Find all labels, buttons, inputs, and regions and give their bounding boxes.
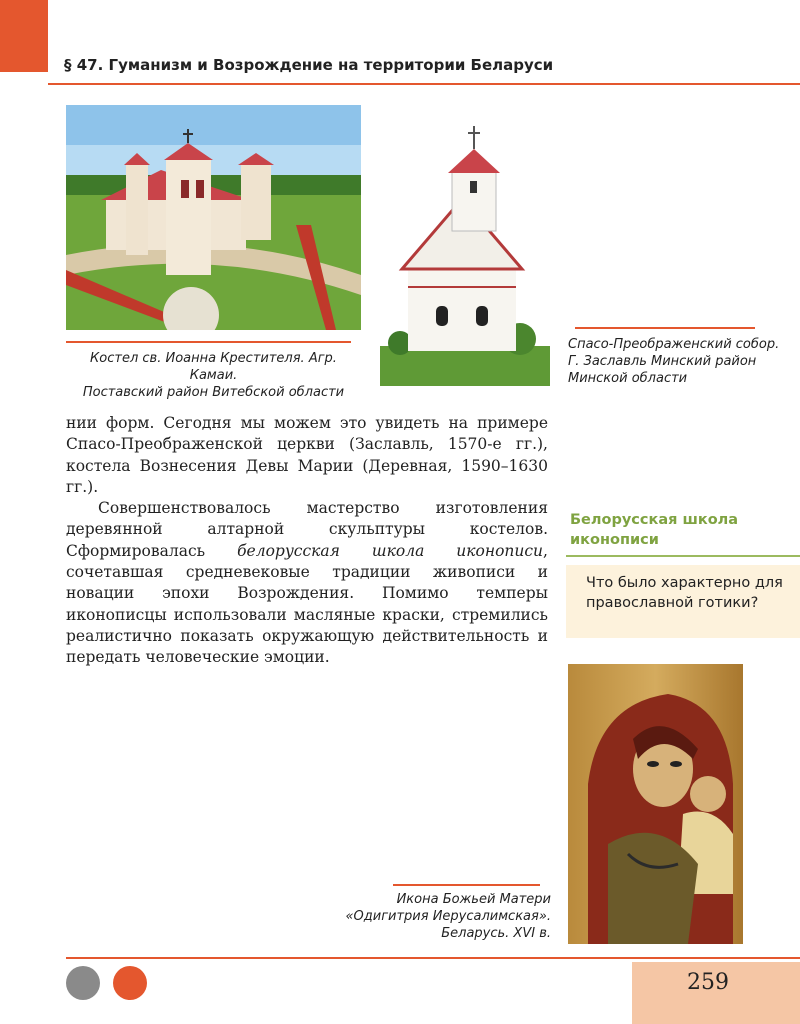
kostel-caption-rule	[66, 341, 351, 343]
sobor-caption-line1: Спасо-Преображенский собор.	[568, 337, 780, 352]
question-box	[566, 565, 800, 638]
paragraph-2-start: Совершенствовалось мастерство изготовления деревянной алтарной скульптуры костелов. Сформировалась	[66, 499, 548, 560]
kostel-photo	[66, 105, 361, 330]
icon-caption-line2: «Одигитрия Иерусалимская».	[345, 909, 551, 924]
sobor-caption-rule	[575, 327, 755, 329]
icon-caption-rule	[393, 884, 540, 886]
sidebar-heading-line1: Белорусская школа	[570, 512, 739, 528]
orange-corner-tab	[0, 0, 48, 72]
body-text	[66, 413, 548, 669]
question-text: Что было характерно для православной готики?	[586, 575, 783, 611]
icon-school-term: белорусская школа иконописи	[237, 541, 544, 560]
icon-painting	[568, 664, 743, 944]
footer-divider	[66, 957, 800, 959]
icon-caption-line3: Беларусь. XVI в.	[441, 926, 551, 941]
sobor-caption-line2: Г. Заславль Минский район	[568, 354, 757, 369]
page-header-title: § 47. Гуманизм и Возрождение на территории Беларуси	[64, 56, 554, 74]
kostel-caption-line2: Поставский район Витебской области	[82, 385, 345, 400]
orange-circle-icon	[113, 966, 147, 1000]
sidebar-divider	[566, 555, 800, 557]
sidebar-heading-line2: иконописи	[570, 532, 659, 548]
kostel-caption-line1: Костел св. Иоанна Крестителя. Агр. Камаи.	[90, 351, 337, 383]
icon-caption-line1: Икона Божьей Матери	[396, 892, 551, 907]
paragraph-1: нии форм. Сегодня мы можем это увидеть на примере Спасо-Преображенской церкви (Заславль, 1570-е гг.), костела Вознесения Девы Марии (Деревная, 1590–1630 гг.).	[66, 414, 548, 496]
paragraph-2-end: , сочетавшая средневековые традиции живописи и новации эпохи Возрождения. Помимо темперы иконописцы использовали масляные краски, стремились реалистично показать окружающую действительность и передать человеческие эмоции.	[66, 541, 548, 667]
sidebar-heading	[570, 510, 738, 550]
sobor-caption	[568, 336, 793, 387]
kostel-caption	[66, 350, 361, 401]
grey-circle-icon	[66, 966, 100, 1000]
paragraph-2	[66, 498, 548, 668]
page-number: 259	[687, 970, 729, 995]
header-divider	[48, 83, 800, 85]
icon-caption	[300, 891, 551, 942]
sobor-photo	[380, 101, 550, 386]
sobor-caption-line3: Минской области	[568, 371, 688, 386]
